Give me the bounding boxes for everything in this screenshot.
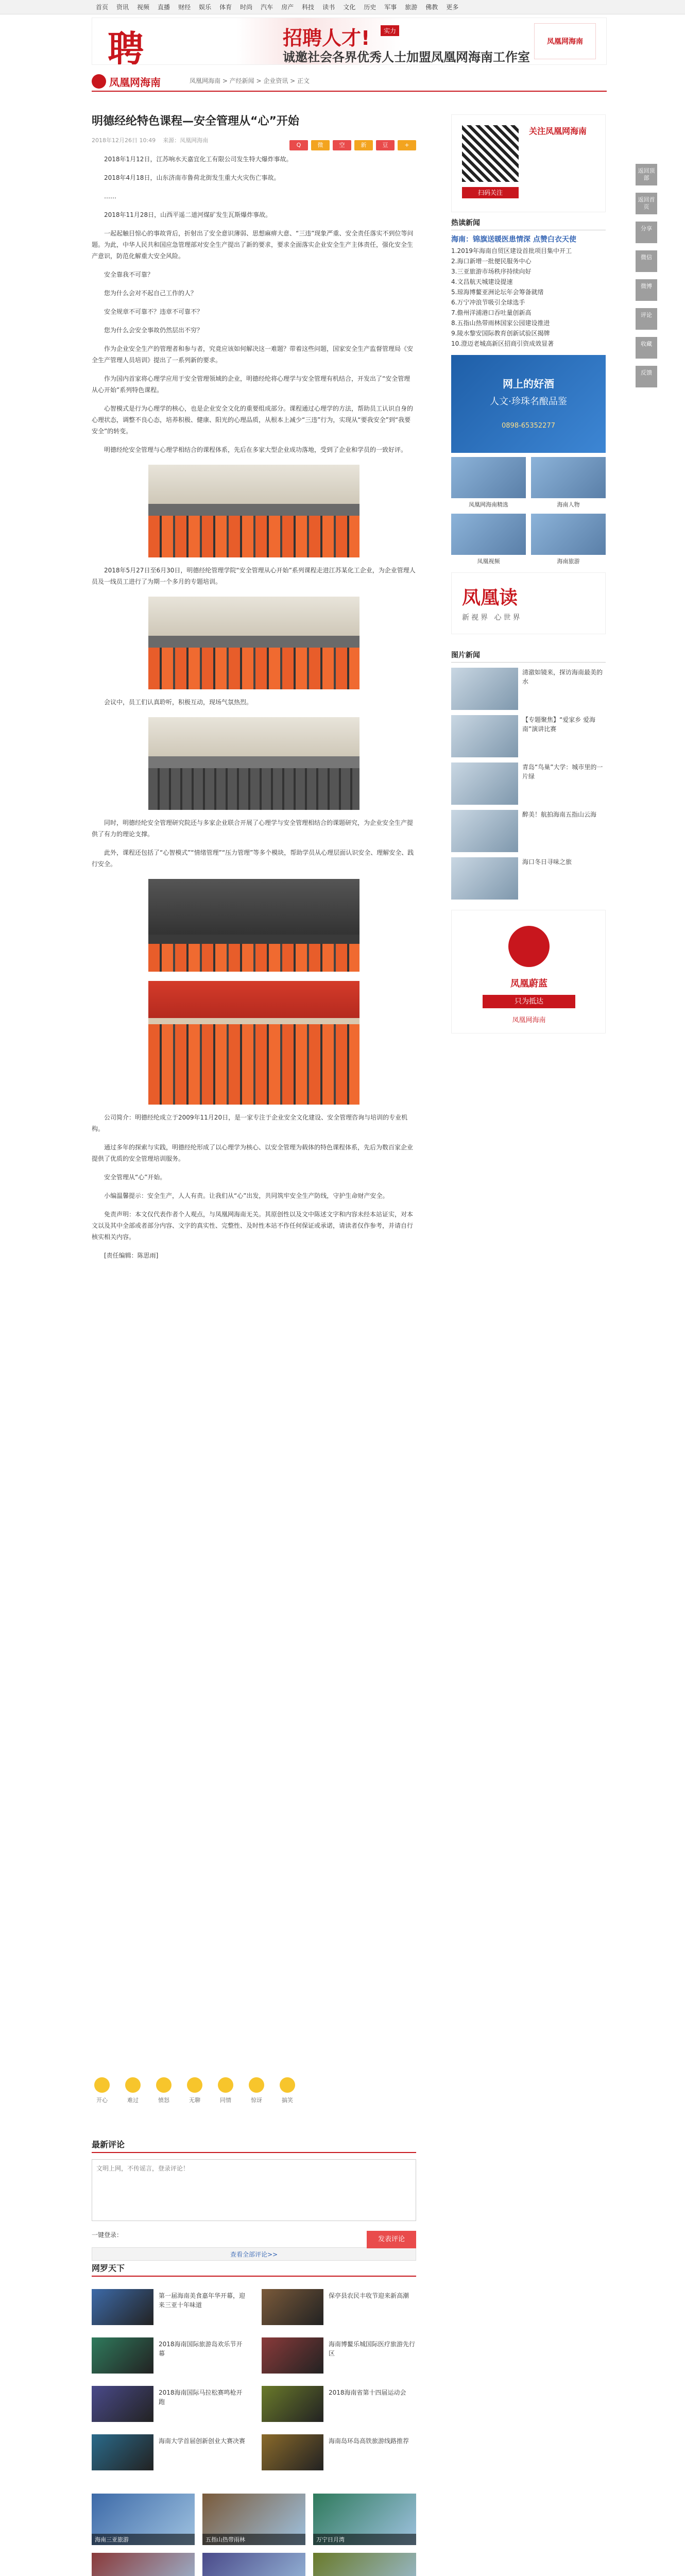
- article-body-4: [92, 1112, 416, 1261]
- top-nav: [0, 0, 685, 14]
- bottom-photo-grid: [92, 2494, 416, 2576]
- bottom-photo-caption: 五指山热带雨林: [202, 2534, 305, 2545]
- wine-ad-line1: 网上的好酒: [503, 378, 554, 390]
- phoenix-ad-line3: 凤凰网海南: [512, 1016, 546, 1024]
- image-news-caption: 醉美！航拍海南五指山云海: [522, 811, 597, 818]
- right-rail-button[interactable]: 反馈: [636, 366, 657, 387]
- article-paragraph: 同时，明德经纶安全管理研究院还与多家企业联合开展了心理学与安全管理相结合的课题研究，为企业安全生产提供了有力的理论支撑。: [92, 819, 414, 838]
- roundup-item[interactable]: [92, 2337, 246, 2374]
- mood-label: 开心: [96, 2097, 108, 2104]
- article-photo-2: [148, 597, 359, 689]
- hot-news-item[interactable]: 4.文昌航天城建设提速: [451, 278, 513, 285]
- share-button[interactable]: Q: [289, 140, 308, 150]
- thumb-caption: 海南旅游: [557, 558, 580, 565]
- smiley-face-icon: [156, 2077, 172, 2093]
- phoenix-ad-line2: 只为抵达: [483, 995, 575, 1008]
- web-roundup-title: 网罗天下: [92, 2262, 416, 2277]
- post-comment-button[interactable]: 发表评论: [367, 2231, 416, 2248]
- mood-label: 难过: [127, 2097, 139, 2104]
- roundup-photo: [262, 2337, 323, 2374]
- article-paragraph: 安全管理从“心”开始。: [104, 1174, 166, 1181]
- roundup-item[interactable]: [262, 2337, 416, 2374]
- roundup-photo: [92, 2386, 153, 2422]
- top-nav-item[interactable]: 更多: [446, 4, 459, 11]
- hot-news-item[interactable]: 1.2019年海南自贸区建设首批项目集中开工: [451, 247, 572, 255]
- site-header: [92, 71, 607, 92]
- top-nav-item[interactable]: 文化: [343, 4, 356, 11]
- bottom-photo[interactable]: [202, 2553, 305, 2576]
- bottom-photo[interactable]: [92, 2494, 195, 2545]
- mood-reactions: [92, 2077, 416, 2113]
- roundup-photo: [262, 2386, 323, 2422]
- top-nav-item[interactable]: 历史: [364, 4, 376, 11]
- top-nav-item[interactable]: 房产: [281, 4, 294, 11]
- hot-news-item[interactable]: 6.万宁冲浪节吸引全球选手: [451, 299, 525, 306]
- right-rail-button[interactable]: 评论: [636, 308, 657, 330]
- article-photo-5: [148, 981, 359, 1105]
- article-paragraph: 作为企业安全生产的管理者和参与者，究竟应该如何解决这一难题？带着这些问题，国家安全生产监督管理局《安全生产管理人员培训》提出了一系列新的要求。: [92, 345, 414, 364]
- image-news-photo: [451, 810, 518, 852]
- roundup-caption: 2018海南省第十四届运动会: [329, 2389, 406, 2396]
- roundup-caption: 海南岛环岛高铁旅游线路推荐: [329, 2437, 409, 2445]
- bottom-photo[interactable]: [92, 2553, 195, 2576]
- wine-ad-line2: 人文·珍珠名酿品鉴: [490, 396, 567, 407]
- thumb-image: [531, 514, 606, 555]
- banner-subtitle: 诚邀社会各界优秀人士加盟凤凰网海南工作室: [283, 50, 530, 64]
- mood-reaction[interactable]: [277, 2077, 298, 2104]
- smiley-face-icon: [218, 2077, 233, 2093]
- roundup-photo: [92, 2434, 153, 2470]
- image-news-photo: [451, 857, 518, 900]
- top-nav-item[interactable]: 佛教: [425, 4, 438, 11]
- roundup-photo: [92, 2289, 153, 2325]
- roundup-caption: 2018海南国际旅游岛欢乐节开幕: [159, 2341, 243, 2357]
- comment-title: 最新评论: [92, 2138, 416, 2153]
- article-source: 来源：凤凰网海南: [163, 137, 209, 144]
- article-paragraph: 您为什么会对不起自己工作的人？: [104, 290, 197, 297]
- mood-label: 无聊: [189, 2097, 200, 2104]
- article-paragraph: [责任编辑：陈思雨]: [104, 1252, 159, 1259]
- share-button[interactable]: 豆: [376, 140, 395, 150]
- top-nav-item[interactable]: 首页: [96, 4, 109, 11]
- thumb-item[interactable]: [451, 457, 526, 509]
- image-news-caption: 青岛“鸟巢”大学：城市里的一片绿: [522, 764, 603, 780]
- comment-input[interactable]: [92, 2159, 416, 2221]
- article-body-3: [92, 817, 416, 870]
- banner-big-char: 聘: [108, 27, 142, 65]
- hot-news-item[interactable]: 9.陵水黎安国际教育创新试验区揭牌: [451, 330, 550, 337]
- thumb-caption: 凤凰网海南精选: [469, 501, 508, 508]
- top-nav-item[interactable]: 军事: [384, 4, 397, 11]
- roundup-item[interactable]: [262, 2289, 416, 2325]
- mood-label: 同情: [220, 2097, 231, 2104]
- image-news-item[interactable]: [451, 857, 606, 900]
- thumb-caption: 凤凰视频: [477, 558, 500, 565]
- top-nav-item[interactable]: 读书: [322, 4, 335, 11]
- sidebar: [451, 114, 606, 1033]
- phoenix-logo-icon: [92, 74, 106, 89]
- roundup-photo: [262, 2434, 323, 2470]
- smiley-face-icon: [125, 2077, 141, 2093]
- mood-reaction[interactable]: [153, 2077, 174, 2104]
- roundup-caption: 保亭县农民丰收节迎来新高潮: [329, 2292, 409, 2299]
- mood-label: 惊讶: [251, 2097, 262, 2104]
- article-paragraph: 安全规章不可靠不？违章不可靠不？: [104, 308, 203, 315]
- phoenix-read-ad[interactable]: [451, 572, 606, 634]
- top-nav-item[interactable]: 视频: [137, 4, 150, 11]
- qr-ad[interactable]: [451, 114, 606, 212]
- thumb-caption: 海南人物: [557, 501, 580, 508]
- share-buttons: [289, 140, 416, 150]
- article-paragraph: 免责声明：本文仅代表作者个人观点，与凤凰网海南无关。其原创性以及文中陈述文字和内容未经本站证实，对本文以及其中全部或者部分内容、文字的真实性、完整性、及时性本站不作任何保证或承诺，请读者仅作参考，并请自行核实相关内容。: [92, 1211, 414, 1241]
- article-paragraph: 作为国内首家将心理学应用于安全管理领域的企业，明德经纶将心理学与安全管理有机结合，开发出了“安全管理从心开始”系列特色课程。: [92, 375, 410, 394]
- article-paragraph: 2018年5月27日至6月30日，明德经纶管理学院“安全管理从心开始”系列课程走进江苏某化工企业，为企业管理人员及一线员工进行了为期一个多月的专题培训。: [92, 567, 416, 585]
- breadcrumb[interactable]: 凤凰网海南 > 产经新闻 > 企业资讯 > 正文: [190, 77, 310, 84]
- article-paragraph: 小编温馨提示：安全生产，人人有责。让我们从“心”出发，共同筑牢安全生产防线，守护生命财产安全。: [104, 1192, 389, 1199]
- qr-code-icon: [462, 125, 519, 182]
- hot-news-item[interactable]: 7.儋州洋浦港口吞吐量创新高: [451, 309, 532, 316]
- share-button[interactable]: 空: [333, 140, 351, 150]
- article-paragraph: 一起起触目惊心的事故背后，折射出了安全意识薄弱、思想麻痹大意、“三违”现象严重、安全责任落实不到位等问题。为此，中华人民共和国应急管理部对安全生产提出了新的要求，要求全面落实企业安全生产主体责任，强化安全生产意识，防范化解重大安全风险。: [92, 230, 414, 260]
- web-roundup: [92, 2262, 607, 2543]
- top-nav-item[interactable]: 体育: [219, 4, 232, 11]
- image-news-caption: 海口冬日寻味之旅: [522, 858, 572, 866]
- article-paragraph: 明德经纶安全管理与心理学相结合的课程体系，先后在多家大型企业成功落地，受到了企业和学员的一致好评。: [104, 446, 407, 453]
- recruit-banner[interactable]: [92, 18, 607, 65]
- article-paragraph: 会议中，员工们认真聆听，积极互动，现场气氛热烈。: [104, 699, 253, 706]
- image-news-item[interactable]: [451, 715, 606, 757]
- mood-label: 愤怒: [158, 2097, 169, 2104]
- share-button[interactable]: 微: [311, 140, 330, 150]
- article-photo-1: [148, 465, 359, 557]
- bottom-photo[interactable]: [202, 2494, 305, 2545]
- top-nav-item[interactable]: 直播: [158, 4, 170, 11]
- banner-title: 招聘人才!: [283, 27, 370, 49]
- article-paragraph: 公司简介：明德经纶成立于2009年11月20日，是一家专注于企业安全文化建设、安全管理咨询与培训的专业机构。: [92, 1114, 408, 1132]
- bottom-photo-caption: 万宁日月湾: [313, 2534, 416, 2545]
- top-nav-item[interactable]: 科技: [302, 4, 315, 11]
- smiley-face-icon: [94, 2077, 110, 2093]
- roundup-item[interactable]: [92, 2386, 246, 2422]
- top-nav-item[interactable]: 娱乐: [199, 4, 212, 11]
- article-paragraph: 心智模式是行为心理学的核心，也是企业安全文化的重要组成部分。课程通过心理学的方法，帮助员工认识自身的心理状态，调整不良心态，培养积极、健康、阳光的心理品质，从根本上减少“三违”行为，实现从“要我安全”到“我要安全”的转变。: [92, 405, 414, 435]
- phoenix-ad-logo-icon: [508, 926, 550, 967]
- wine-ad[interactable]: [451, 355, 606, 453]
- article-paragraph: 此外，课程还包括了“心智模式”“情绪管理”“压力管理”等多个模块，帮助学员从心理层面认识安全、理解安全、践行安全。: [92, 849, 414, 868]
- article-paragraph: 2018年4月18日，山东济南市鲁荷北街发生重大火灾伤亡事故。: [104, 174, 280, 181]
- roundup-photo: [92, 2337, 153, 2374]
- top-nav-item[interactable]: 资讯: [116, 4, 129, 11]
- hot-news-headline[interactable]: 海南：锦旗送暖医患情深 点赞白衣天使: [451, 235, 576, 244]
- thumb-image: [531, 457, 606, 498]
- top-nav-item[interactable]: 旅游: [405, 4, 418, 11]
- article-paragraph: ……: [104, 193, 116, 200]
- roundup-item[interactable]: [92, 2289, 246, 2325]
- qr-note: 扫码关注: [462, 187, 519, 198]
- smiley-face-icon: [249, 2077, 264, 2093]
- right-rail-button[interactable]: 返回首页: [636, 193, 657, 214]
- thumb-image: [451, 457, 526, 498]
- top-nav-item[interactable]: 汽车: [261, 4, 273, 11]
- image-news-item[interactable]: [451, 762, 606, 805]
- more-comments-link[interactable]: 查看全部评论>>: [92, 2247, 416, 2261]
- share-button[interactable]: 新: [354, 140, 373, 150]
- roundup-photo: [262, 2289, 323, 2325]
- roundup-item[interactable]: [262, 2386, 416, 2422]
- quick-login-label: 一键登录：: [92, 2231, 123, 2239]
- hot-news-item[interactable]: 10.澄迈老城高新区招商引资成效显著: [451, 340, 554, 347]
- hot-news-item[interactable]: 2.海口新增一批便民服务中心: [451, 258, 532, 265]
- roundup-item[interactable]: [262, 2434, 416, 2470]
- thumb-item[interactable]: [531, 514, 606, 565]
- wine-ad-phone: 0898-65352277: [502, 422, 555, 430]
- article-body-2a: [92, 565, 416, 587]
- right-rail-button[interactable]: 微博: [636, 279, 657, 301]
- thumb-item[interactable]: [451, 514, 526, 565]
- top-nav-links: [92, 0, 596, 14]
- mood-label: 搞笑: [282, 2097, 293, 2104]
- hot-news-item[interactable]: 8.五指山热带雨林国家公园建设推进: [451, 319, 550, 327]
- article-paragraph: 2018年11月28日，山西平遥二道河煤矿发生瓦斯爆炸事故。: [104, 211, 272, 218]
- hot-news-item[interactable]: 3.三亚旅游市场秩序持续向好: [451, 268, 532, 275]
- image-news-title: 图片新闻: [451, 650, 606, 663]
- article-paragraph: 2018年1月12日，江苏响水天嘉宜化工有限公司发生特大爆炸事故。: [104, 156, 293, 163]
- article-body-2b: [92, 697, 416, 708]
- thumb-grid: [451, 457, 606, 565]
- bottom-photo-caption: 海南三亚旅游: [92, 2534, 195, 2545]
- thumb-item[interactable]: [531, 457, 606, 509]
- bottom-photo[interactable]: [313, 2553, 416, 2576]
- top-nav-item[interactable]: 财经: [178, 4, 191, 11]
- mood-reaction[interactable]: [92, 2077, 112, 2104]
- image-news-caption: 【专题聚焦】“爱家乡 爱海南”演讲比赛: [522, 716, 596, 733]
- roundup-item[interactable]: [92, 2434, 246, 2470]
- phoenix-read-title: 凤凰读: [462, 587, 518, 608]
- phoenix-ad-line1: 凤凰蔚蓝: [510, 978, 547, 989]
- image-news-item[interactable]: [451, 668, 606, 710]
- hot-news-item[interactable]: 5.琼海博鳌亚洲论坛年会筹备就绪: [451, 289, 544, 296]
- phoenix-blue-ad[interactable]: [451, 910, 606, 1033]
- article: [92, 113, 416, 1261]
- banner-logo: 凤凰网海南: [534, 23, 596, 59]
- image-news-photo: [451, 762, 518, 805]
- mood-reaction[interactable]: [215, 2077, 236, 2104]
- qr-title: 关注凤凰网海南: [529, 126, 587, 136]
- roundup-caption: 海南博鳌乐城国际医疗旅游先行区: [329, 2341, 416, 2357]
- thumb-image: [451, 514, 526, 555]
- article-title: 明德经纶特色课程—安全管理从“心”开始: [92, 115, 299, 128]
- right-rail-button[interactable]: 分享: [636, 222, 657, 243]
- site-logo[interactable]: [92, 73, 161, 90]
- smiley-face-icon: [280, 2077, 295, 2093]
- image-news-item[interactable]: [451, 810, 606, 852]
- image-news-photo: [451, 668, 518, 710]
- article-date: 2018年12月26日 10:49: [92, 137, 156, 144]
- article-photo-4: [148, 879, 359, 972]
- hot-news-list: [451, 233, 606, 349]
- mood-reaction[interactable]: [184, 2077, 205, 2104]
- article-body-1: [92, 154, 416, 455]
- image-news-photo: [451, 715, 518, 757]
- top-nav-item[interactable]: 时尚: [240, 4, 253, 11]
- share-button[interactable]: +: [398, 140, 416, 150]
- article-paragraph: 安全靠我不可靠？: [104, 271, 154, 278]
- mood-reaction[interactable]: [123, 2077, 143, 2104]
- roundup-caption: 海南大学首届创新创业大赛决赛: [159, 2437, 246, 2445]
- roundup-caption: 第一届海南美食嘉年华开幕，迎来三亚十年味道: [159, 2292, 246, 2309]
- hot-news-title: 热读新闻: [451, 217, 606, 230]
- image-news-list: [451, 668, 606, 900]
- right-rail: [636, 164, 657, 395]
- smiley-face-icon: [187, 2077, 202, 2093]
- right-rail-button[interactable]: 返回顶部: [636, 164, 657, 185]
- article-paragraph: 通过多年的探索与实践，明德经纶形成了以心理学为核心、以安全管理为载体的特色课程体系，先后为数百家企业提供了优质的安全管理培训服务。: [92, 1144, 414, 1162]
- banner-badge: 实力: [381, 25, 399, 36]
- article-photo-3: [148, 717, 359, 810]
- right-rail-button[interactable]: 微信: [636, 250, 657, 272]
- phoenix-read-slogan: 新视界 心世界: [462, 614, 522, 622]
- article-paragraph: 您为什么会安全事故仍然层出不穷？: [104, 327, 203, 334]
- image-news-caption: 清澈如镜来，探访海南最美的水: [522, 669, 603, 685]
- right-rail-button[interactable]: 收藏: [636, 337, 657, 359]
- mood-reaction[interactable]: [246, 2077, 267, 2104]
- comment-section: [92, 2138, 416, 2261]
- site-name: 凤凰网海南: [109, 76, 161, 89]
- bottom-photo[interactable]: [313, 2494, 416, 2545]
- roundup-caption: 2018海南国际马拉松赛鸣枪开跑: [159, 2389, 243, 2405]
